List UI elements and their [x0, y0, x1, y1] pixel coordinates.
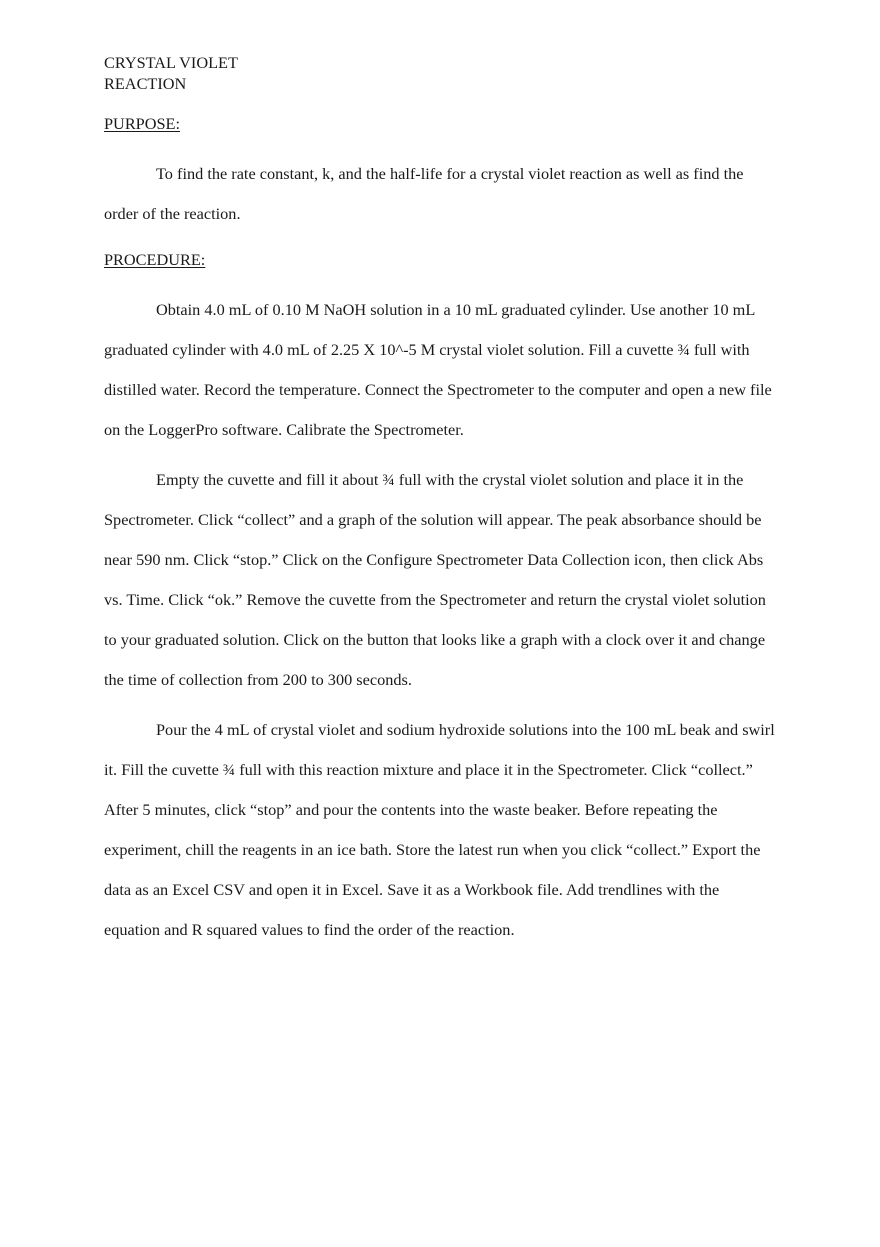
procedure-heading: PROCEDURE:	[104, 250, 206, 269]
procedure-paragraph-1: Obtain 4.0 mL of 0.10 M NaOH solution in a 10 mL graduated cylinder. Use another 10 mL graduated cylinder with 4.0 mL of 2.25 X 10^-5 M crystal violet solution. Fill a cuvette ¾ full with distilled water. Record the temperature. Connect the Spectrometer to the computer and open a new file on the LoggerPro software. Calibrate the Spectrometer.	[104, 300, 772, 439]
title-line-2: REACTION	[104, 74, 187, 93]
document-body	[104, 52, 776, 950]
title-line-1: CRYSTAL VIOLET	[104, 53, 238, 72]
document-title	[104, 52, 776, 94]
procedure-paragraph-3: Pour the 4 mL of crystal violet and sodium hydroxide solutions into the 100 mL beak and swirl it. Fill the cuvette ¾ full with this reaction mixture and place it in the Spectrometer. Click “collect.” After 5 minutes, click “stop” and pour the contents into the waste beaker. Before repeating the experiment, chill the reagents in an ice bath. Store the latest run when you click “collect.” Export the data as an Excel CSV and open it in Excel. Save it as a Workbook file. Add trendlines with the equation and R squared values to find the order of the reaction.	[104, 720, 775, 939]
purpose-heading: PURPOSE:	[104, 114, 181, 133]
procedure-paragraph-2: Empty the cuvette and fill it about ¾ full with the crystal violet solution and place it in the Spectrometer. Click “collect” and a graph of the solution will appear. The peak absorbance should be near 590 nm. Click “stop.” Click on the Configure Spectrometer Data Collection icon, then click Abs vs. Time. Click “ok.” Remove the cuvette from the Spectrometer and return the crystal violet solution to your graduated solution. Click on the button that looks like a graph with a clock over it and change the time of collection from 200 to 300 seconds.	[104, 470, 766, 689]
purpose-paragraph: To find the rate constant, k, and the half-life for a crystal violet reaction as well as find the order of the reaction.	[104, 164, 744, 223]
